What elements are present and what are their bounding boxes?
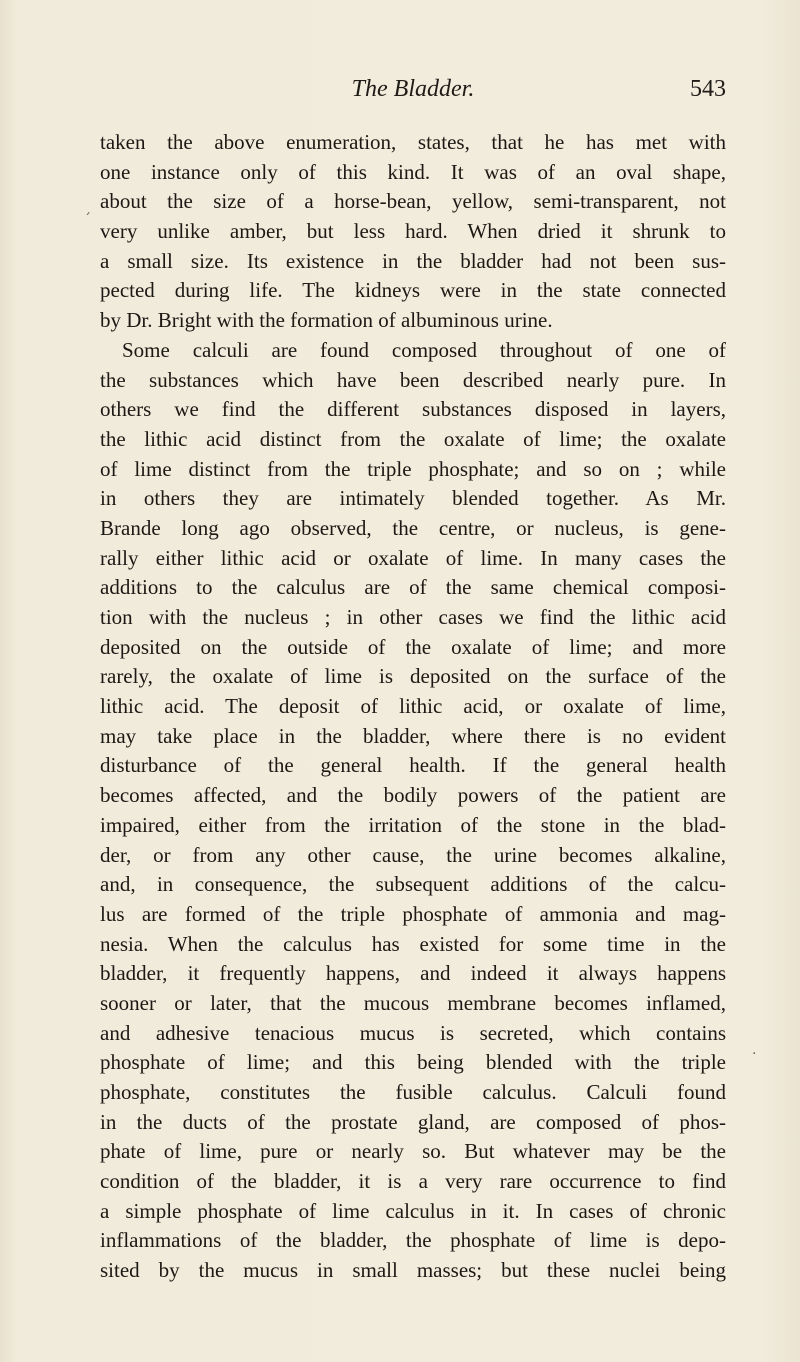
text-line: a simple phosphate of lime calculus in it. In cases of chronic <box>100 1198 726 1223</box>
running-title: The Bladder. <box>351 76 475 102</box>
text-line: may take place in the bladder, where there is no evident <box>100 723 726 748</box>
text-line: of lime distinct from the triple phosphate; and so on ; while <box>100 456 726 481</box>
text-line: becomes affected, and the bodily powers of the patient are <box>100 783 726 808</box>
margin-tick-mark: ˊ <box>84 212 91 228</box>
text-line: rally either lithic acid or oxalate of lime. In many cases the <box>100 545 726 570</box>
running-header <box>100 76 726 110</box>
text-line: condition of the bladder, it is a very rare occurrence to find <box>100 1169 726 1194</box>
text-line: taken the above enumeration, states, that he has met with <box>100 130 726 154</box>
text-line: additions to the calculus are of the same chemical composi- <box>100 575 726 600</box>
text-line: sited by the mucus in small masses; but these nuclei being <box>100 1258 726 1283</box>
text-line: and, in consequence, the subsequent additions of the calcu- <box>100 872 726 897</box>
text-line: by Dr. Bright with the formation of albuminous urine. <box>100 308 553 333</box>
text-line: sooner or later, that the mucous membrane becomes inflamed, <box>100 990 726 1015</box>
text-line: phosphate of lime; and this being blended with the triple <box>100 1050 726 1075</box>
text-line: very unlike amber, but less hard. When dried it shrunk to <box>100 219 726 244</box>
text-line: tion with the nucleus ; in other cases we find the lithic acid <box>100 605 726 629</box>
text-line: Brande long ago observed, the centre, or nucleus, is gene- <box>100 515 726 540</box>
text-line: Some calculi are found composed throughout of one of <box>122 337 726 362</box>
text-line: lithic acid. The deposit of lithic acid, or oxalate of lime, <box>100 694 726 719</box>
text-line: pected during life. The kidneys were in the state connected <box>100 278 726 303</box>
text-line: disturbance of the general health. If the general health <box>100 753 726 778</box>
margin-dot-mark: · <box>752 1046 757 1062</box>
text-line: in others they are intimately blended together. As Mr. <box>100 486 726 511</box>
text-line: about the size of a horse-bean, yellow, semi-transparent, not <box>100 189 726 214</box>
text-line: nesia. When the calculus has existed for some time in the <box>100 931 726 956</box>
text-line: and adhesive tenacious mucus is secreted, which contains <box>100 1020 726 1045</box>
body-text <box>100 128 726 1286</box>
text-line: der, or from any other cause, the urine becomes alkaline, <box>100 842 726 867</box>
text-line: impaired, either from the irritation of the stone in the blad- <box>100 812 726 837</box>
text-line: phosphate, constitutes the fusible calculus. Calculi found <box>100 1080 726 1104</box>
text-line: rarely, the oxalate of lime is deposited on the surface of the <box>100 664 726 689</box>
text-line: in the ducts of the prostate gland, are composed of phos- <box>100 1109 726 1134</box>
text-line: the lithic acid distinct from the oxalate of lime; the oxalate <box>100 426 726 451</box>
text-line: deposited on the outside of the oxalate of lime; and more <box>100 634 726 659</box>
text-line: lus are formed of the triple phosphate of ammonia and mag- <box>100 901 726 926</box>
text-line: a small size. Its existence in the bladder had not been sus- <box>100 248 726 273</box>
text-line: the substances which have been described nearly pure. In <box>100 367 726 392</box>
page-number: 543 <box>690 76 726 102</box>
text-line: others we find the different substances disposed in layers, <box>100 397 726 422</box>
text-line: one instance only of this kind. It was of an oval shape, <box>100 159 726 184</box>
text-line: inflammations of the bladder, the phosphate of lime is depo- <box>100 1228 726 1253</box>
text-line: phate of lime, pure or nearly so. But whatever may be the <box>100 1139 726 1164</box>
text-line: bladder, it frequently happens, and indeed it always happens <box>100 961 726 986</box>
